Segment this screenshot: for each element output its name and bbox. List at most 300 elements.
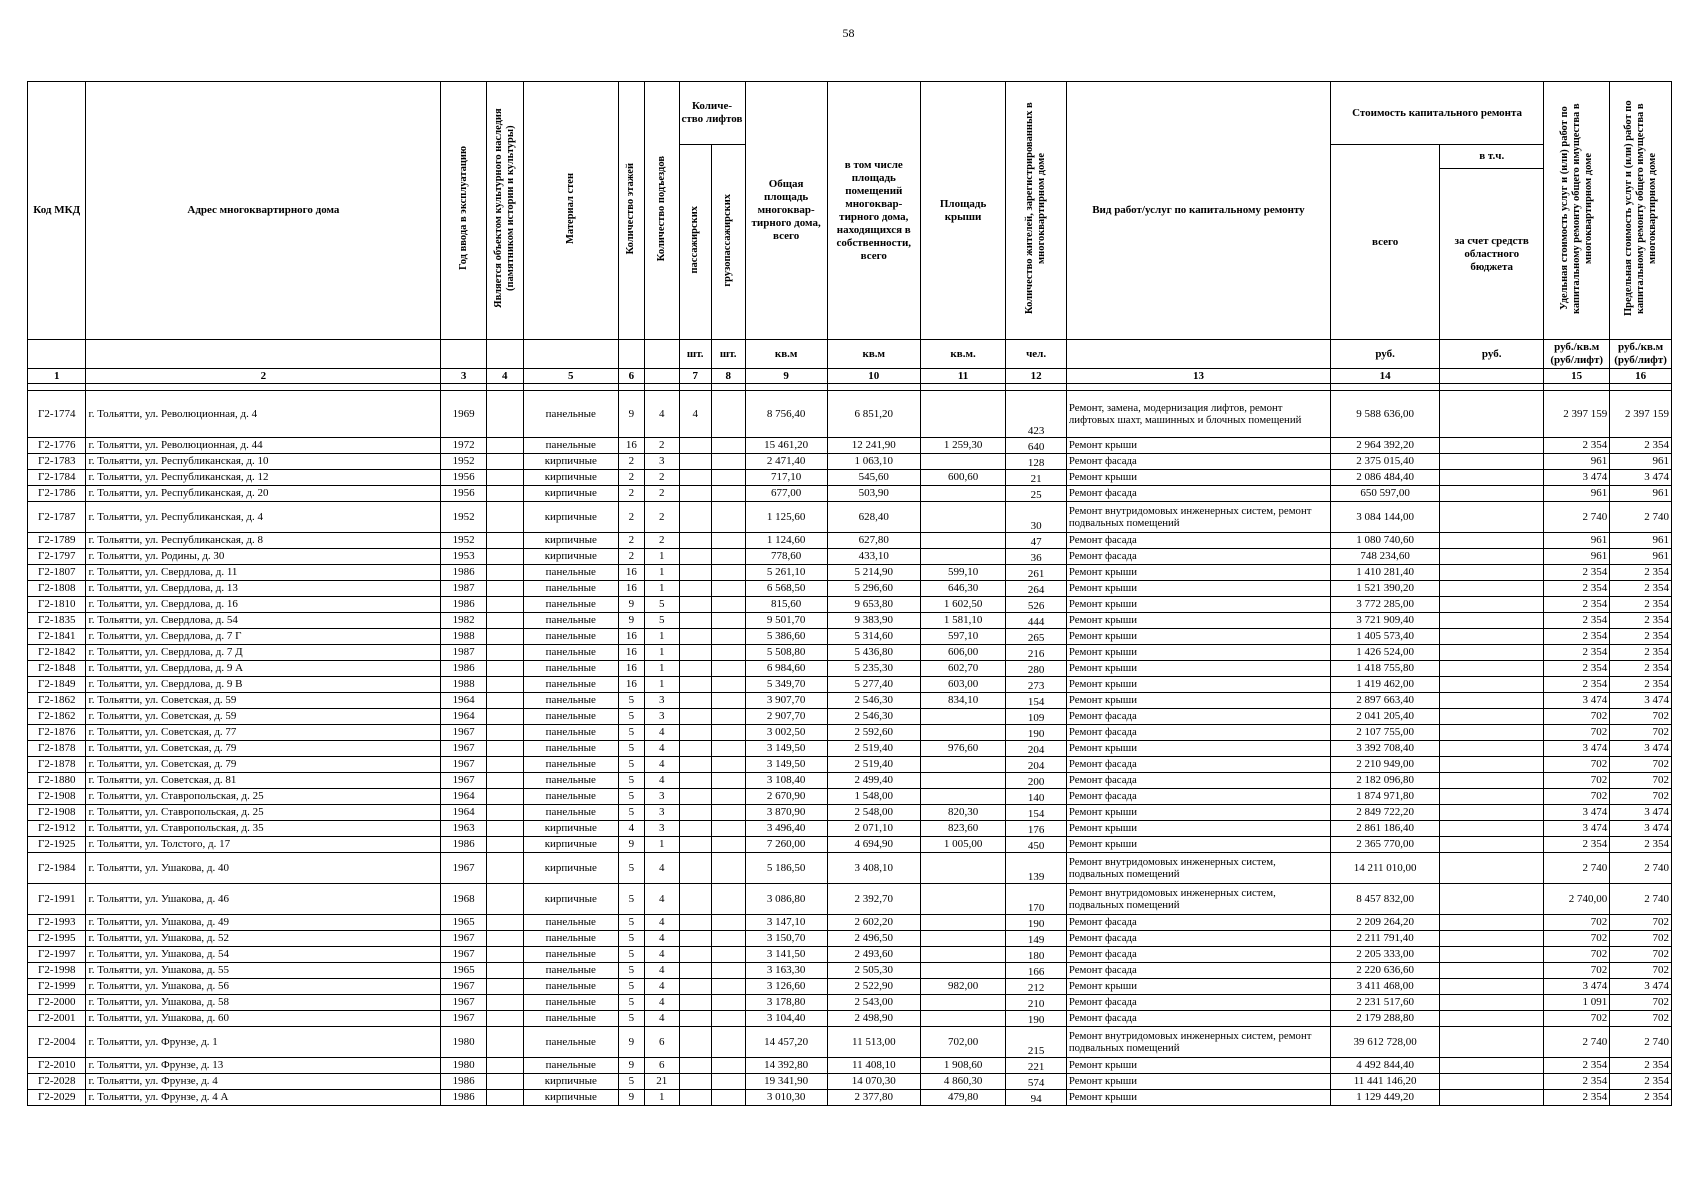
row-cost-total: 2 231 517,60: [1330, 995, 1439, 1011]
row-budget: [1440, 533, 1544, 549]
row-residents: 204: [1006, 757, 1067, 773]
row-specific-cost: 2 354: [1544, 1058, 1610, 1074]
row-budget: [1440, 565, 1544, 581]
row-work-type: Ремонт, замена, модернизация лифтов, ремонт лифтовых шахт, машинных и блочных помещений: [1066, 391, 1330, 438]
row-code: Г2-1878: [28, 741, 86, 757]
row-roof-area: [920, 725, 1006, 741]
row-lifts-freight: [711, 837, 745, 853]
row-floors: 2: [618, 454, 644, 470]
row-owned-area: 1 063,10: [827, 454, 920, 470]
row-lifts-freight: [711, 613, 745, 629]
row-code: Г2-1862: [28, 693, 86, 709]
row-entrances: 4: [644, 915, 679, 931]
header-lifts-passenger-cell: [679, 145, 711, 340]
row-heritage: [486, 915, 523, 931]
table-row: [28, 581, 1672, 597]
row-specific-cost: 3 474: [1544, 821, 1610, 837]
row-cost-total: 3 721 909,40: [1330, 613, 1439, 629]
row-residents: 139: [1006, 853, 1067, 884]
row-limit-cost: 2 740: [1610, 502, 1672, 533]
row-total-area: 5 349,70: [745, 677, 827, 693]
row-address: г. Тольятти, ул. Республиканская, д. 10: [86, 454, 441, 470]
row-specific-cost: 2 740: [1544, 1027, 1610, 1058]
row-owned-area: 4 694,90: [827, 837, 920, 853]
row-residents: 140: [1006, 789, 1067, 805]
column-number: 9: [745, 369, 827, 384]
row-lifts-passenger: [679, 454, 711, 470]
row-lifts-passenger: [679, 581, 711, 597]
row-heritage: [486, 661, 523, 677]
row-limit-cost: 2 740: [1610, 1027, 1672, 1058]
row-address: г. Тольятти, ул. Свердлова, д. 9 В: [86, 677, 441, 693]
row-budget: [1440, 725, 1544, 741]
row-wall-material: панельные: [523, 677, 618, 693]
row-code: Г2-1835: [28, 613, 86, 629]
row-lifts-freight: [711, 931, 745, 947]
row-code: Г2-1925: [28, 837, 86, 853]
row-code: Г2-2028: [28, 1074, 86, 1090]
row-residents: 94: [1006, 1090, 1067, 1106]
table-row: [28, 391, 1672, 438]
row-roof-area: 479,80: [920, 1090, 1006, 1106]
row-heritage: [486, 741, 523, 757]
row-entrances: 1: [644, 565, 679, 581]
row-work-type: Ремонт крыши: [1066, 438, 1330, 454]
header-cost-total: всего: [1330, 145, 1439, 340]
row-lifts-passenger: [679, 805, 711, 821]
row-code: Г2-1807: [28, 565, 86, 581]
row-lifts-passenger: 4: [679, 391, 711, 438]
row-work-type: Ремонт крыши: [1066, 821, 1330, 837]
row-owned-area: 2 543,00: [827, 995, 920, 1011]
row-heritage: [486, 677, 523, 693]
column-number: 1: [28, 369, 86, 384]
row-entrances: 2: [644, 470, 679, 486]
row-owned-area: 2 498,90: [827, 1011, 920, 1027]
row-address: г. Тольятти, ул. Ставропольская, д. 35: [86, 821, 441, 837]
row-code: Г2-1997: [28, 947, 86, 963]
row-year: 1967: [441, 773, 486, 789]
row-budget: [1440, 597, 1544, 613]
row-lifts-freight: [711, 693, 745, 709]
row-budget: [1440, 581, 1544, 597]
row-floors: 5: [618, 915, 644, 931]
row-code: Г2-1998: [28, 963, 86, 979]
row-floors: 2: [618, 549, 644, 565]
row-specific-cost: 702: [1544, 725, 1610, 741]
row-owned-area: 9 383,90: [827, 613, 920, 629]
row-address: г. Тольятти, ул. Революционная, д. 4: [86, 391, 441, 438]
row-residents: 30: [1006, 502, 1067, 533]
table-row: [28, 805, 1672, 821]
column-number: 3: [441, 369, 486, 384]
table-row: [28, 645, 1672, 661]
row-heritage: [486, 470, 523, 486]
row-work-type: Ремонт фасада: [1066, 947, 1330, 963]
row-lifts-freight: [711, 709, 745, 725]
row-total-area: 3 141,50: [745, 947, 827, 963]
row-entrances: 5: [644, 597, 679, 613]
row-code: Г2-1774: [28, 391, 86, 438]
row-limit-cost: 3 474: [1610, 741, 1672, 757]
row-residents: 180: [1006, 947, 1067, 963]
row-year: 1967: [441, 853, 486, 884]
row-specific-cost: 2 354: [1544, 837, 1610, 853]
header-lifts: Количе-ство лифтов: [679, 82, 745, 145]
row-wall-material: панельные: [523, 931, 618, 947]
row-cost-total: 2 205 333,00: [1330, 947, 1439, 963]
row-specific-cost: 2 354: [1544, 645, 1610, 661]
row-specific-cost: 2 740: [1544, 853, 1610, 884]
row-budget: [1440, 963, 1544, 979]
row-code: Г2-2010: [28, 1058, 86, 1074]
row-limit-cost: 702: [1610, 709, 1672, 725]
row-limit-cost: 2 354: [1610, 837, 1672, 853]
row-total-area: 1 125,60: [745, 502, 827, 533]
row-lifts-passenger: [679, 629, 711, 645]
row-cost-total: 1 521 390,20: [1330, 581, 1439, 597]
header-residents-cell: [1006, 82, 1067, 340]
row-heritage: [486, 391, 523, 438]
row-year: 1988: [441, 677, 486, 693]
row-wall-material: кирпичные: [523, 1074, 618, 1090]
row-residents: 212: [1006, 979, 1067, 995]
row-wall-material: панельные: [523, 629, 618, 645]
row-heritage: [486, 454, 523, 470]
row-specific-cost: 2 354: [1544, 661, 1610, 677]
row-owned-area: 2 519,40: [827, 741, 920, 757]
row-year: 1965: [441, 963, 486, 979]
row-cost-total: 3 772 285,00: [1330, 597, 1439, 613]
row-lifts-freight: [711, 963, 745, 979]
row-owned-area: 5 235,30: [827, 661, 920, 677]
row-specific-cost: 2 354: [1544, 629, 1610, 645]
unit-roof-area: кв.м.: [920, 340, 1006, 369]
row-address: г. Тольятти, ул. Фрунзе, д. 13: [86, 1058, 441, 1074]
row-entrances: 4: [644, 931, 679, 947]
row-lifts-passenger: [679, 661, 711, 677]
row-residents: 261: [1006, 565, 1067, 581]
row-owned-area: 11 408,10: [827, 1058, 920, 1074]
row-heritage: [486, 884, 523, 915]
row-lifts-freight: [711, 565, 745, 581]
row-specific-cost: 702: [1544, 709, 1610, 725]
row-entrances: 4: [644, 963, 679, 979]
row-budget: [1440, 837, 1544, 853]
row-limit-cost: 702: [1610, 757, 1672, 773]
row-entrances: 4: [644, 773, 679, 789]
row-lifts-freight: [711, 1058, 745, 1074]
row-specific-cost: 1 091: [1544, 995, 1610, 1011]
row-owned-area: 9 653,80: [827, 597, 920, 613]
row-work-type: Ремонт фасада: [1066, 486, 1330, 502]
row-lifts-passenger: [679, 693, 711, 709]
row-roof-area: [920, 757, 1006, 773]
row-roof-area: 603,00: [920, 677, 1006, 693]
row-code: Г2-1999: [28, 979, 86, 995]
row-specific-cost: 702: [1544, 1011, 1610, 1027]
row-owned-area: 2 548,00: [827, 805, 920, 821]
row-lifts-freight: [711, 1090, 745, 1106]
row-work-type: Ремонт фасада: [1066, 549, 1330, 565]
row-code: Г2-1789: [28, 533, 86, 549]
row-roof-area: 1 259,30: [920, 438, 1006, 454]
header-lifts-passenger: пассажирских: [689, 206, 701, 274]
row-work-type: Ремонт крыши: [1066, 1090, 1330, 1106]
row-address: г. Тольятти, ул. Ставропольская, д. 25: [86, 805, 441, 821]
row-owned-area: 2 499,40: [827, 773, 920, 789]
row-lifts-passenger: [679, 1011, 711, 1027]
header-lifts-freight: грузопассажирских: [722, 193, 734, 287]
row-total-area: 14 457,20: [745, 1027, 827, 1058]
row-budget: [1440, 677, 1544, 693]
row-cost-total: 1 410 281,40: [1330, 565, 1439, 581]
row-address: г. Тольятти, ул. Родины, д. 30: [86, 549, 441, 565]
row-entrances: 3: [644, 709, 679, 725]
row-cost-total: 4 492 844,40: [1330, 1058, 1439, 1074]
row-floors: 5: [618, 853, 644, 884]
row-wall-material: кирпичные: [523, 486, 618, 502]
row-cost-total: 2 211 791,40: [1330, 931, 1439, 947]
row-heritage: [486, 693, 523, 709]
row-heritage: [486, 995, 523, 1011]
row-code: Г2-1797: [28, 549, 86, 565]
row-specific-cost: 2 397 159: [1544, 391, 1610, 438]
row-address: г. Тольятти, ул. Свердлова, д. 13: [86, 581, 441, 597]
row-lifts-freight: [711, 853, 745, 884]
row-heritage: [486, 821, 523, 837]
row-roof-area: 820,30: [920, 805, 1006, 821]
table-row: [28, 470, 1672, 486]
row-floors: 2: [618, 502, 644, 533]
row-entrances: 4: [644, 1011, 679, 1027]
header-code: Код МКД: [28, 82, 86, 340]
row-address: г. Тольятти, ул. Ушакова, д. 49: [86, 915, 441, 931]
row-roof-area: [920, 995, 1006, 1011]
row-entrances: 4: [644, 741, 679, 757]
row-entrances: 1: [644, 661, 679, 677]
row-address: г. Тольятти, ул. Ушакова, д. 52: [86, 931, 441, 947]
row-total-area: 7 260,00: [745, 837, 827, 853]
row-limit-cost: 3 474: [1610, 693, 1672, 709]
row-total-area: 5 508,80: [745, 645, 827, 661]
row-total-area: 3 907,70: [745, 693, 827, 709]
row-cost-total: 2 861 186,40: [1330, 821, 1439, 837]
row-address: г. Тольятти, ул. Ушакова, д. 60: [86, 1011, 441, 1027]
row-specific-cost: 2 354: [1544, 1090, 1610, 1106]
row-entrances: 3: [644, 693, 679, 709]
row-lifts-passenger: [679, 789, 711, 805]
row-residents: 190: [1006, 1011, 1067, 1027]
row-cost-total: 9 588 636,00: [1330, 391, 1439, 438]
row-limit-cost: 961: [1610, 454, 1672, 470]
row-limit-cost: 2 354: [1610, 1058, 1672, 1074]
row-work-type: Ремонт фасада: [1066, 725, 1330, 741]
header-year-cell: [441, 82, 486, 340]
row-year: 1988: [441, 629, 486, 645]
row-total-area: 3 149,50: [745, 757, 827, 773]
header-incl: в т.ч.: [1440, 145, 1544, 169]
row-work-type: Ремонт фасада: [1066, 773, 1330, 789]
row-specific-cost: 2 740,00: [1544, 884, 1610, 915]
row-lifts-freight: [711, 438, 745, 454]
row-year: 1986: [441, 1090, 486, 1106]
row-lifts-freight: [711, 789, 745, 805]
row-code: Г2-1848: [28, 661, 86, 677]
row-limit-cost: 2 740: [1610, 884, 1672, 915]
row-owned-area: 2 392,70: [827, 884, 920, 915]
row-wall-material: панельные: [523, 581, 618, 597]
row-budget: [1440, 757, 1544, 773]
row-cost-total: 1 080 740,60: [1330, 533, 1439, 549]
row-floors: 5: [618, 709, 644, 725]
row-specific-cost: 2 354: [1544, 565, 1610, 581]
row-wall-material: панельные: [523, 661, 618, 677]
row-entrances: 4: [644, 853, 679, 884]
units-row: [28, 340, 1672, 369]
row-owned-area: 2 592,60: [827, 725, 920, 741]
row-total-area: 3 108,40: [745, 773, 827, 789]
column-number: [644, 369, 679, 384]
row-floors: 9: [618, 597, 644, 613]
row-total-area: 6 984,60: [745, 661, 827, 677]
table-row: [28, 693, 1672, 709]
row-roof-area: [920, 853, 1006, 884]
unit-owned-area: кв.м: [827, 340, 920, 369]
row-limit-cost: 961: [1610, 549, 1672, 565]
table-row: [28, 915, 1672, 931]
row-owned-area: 2 071,10: [827, 821, 920, 837]
row-code: Г2-1984: [28, 853, 86, 884]
row-budget: [1440, 995, 1544, 1011]
row-roof-area: [920, 789, 1006, 805]
row-heritage: [486, 931, 523, 947]
row-lifts-passenger: [679, 915, 711, 931]
row-cost-total: 3 411 468,00: [1330, 979, 1439, 995]
row-lifts-freight: [711, 486, 745, 502]
row-residents: 273: [1006, 677, 1067, 693]
row-code: Г2-1808: [28, 581, 86, 597]
row-year: 1986: [441, 1074, 486, 1090]
row-roof-area: 1 581,10: [920, 613, 1006, 629]
row-owned-area: 5 296,60: [827, 581, 920, 597]
row-residents: 640: [1006, 438, 1067, 454]
table-body: [28, 384, 1672, 1106]
row-entrances: 4: [644, 947, 679, 963]
row-specific-cost: 702: [1544, 757, 1610, 773]
row-total-area: 9 501,70: [745, 613, 827, 629]
row-roof-area: [920, 884, 1006, 915]
row-residents: 170: [1006, 884, 1067, 915]
row-entrances: 1: [644, 581, 679, 597]
header-specific-cost: Удельная стоимость услуг и (или) работ по капитальному ремонту общего имущества в многоквартирном доме: [1558, 103, 1594, 314]
row-residents: 200: [1006, 773, 1067, 789]
row-cost-total: 1 419 462,00: [1330, 677, 1439, 693]
row-wall-material: панельные: [523, 995, 618, 1011]
row-code: Г2-1784: [28, 470, 86, 486]
row-roof-area: 646,30: [920, 581, 1006, 597]
row-residents: 210: [1006, 995, 1067, 1011]
row-wall-material: кирпичные: [523, 837, 618, 853]
row-roof-area: [920, 502, 1006, 533]
row-residents: 444: [1006, 613, 1067, 629]
row-budget: [1440, 884, 1544, 915]
row-total-area: 3 150,70: [745, 931, 827, 947]
row-address: г. Тольятти, ул. Советская, д. 79: [86, 757, 441, 773]
row-limit-cost: 2 354: [1610, 1090, 1672, 1106]
row-cost-total: 14 211 010,00: [1330, 853, 1439, 884]
row-limit-cost: 2 354: [1610, 629, 1672, 645]
row-limit-cost: 702: [1610, 773, 1672, 789]
row-specific-cost: 702: [1544, 915, 1610, 931]
row-owned-area: 2 546,30: [827, 693, 920, 709]
row-cost-total: 2 086 484,40: [1330, 470, 1439, 486]
row-lifts-freight: [711, 677, 745, 693]
row-cost-total: 1 418 755,80: [1330, 661, 1439, 677]
column-number: 16: [1610, 369, 1672, 384]
row-year: 1986: [441, 565, 486, 581]
row-budget: [1440, 853, 1544, 884]
row-roof-area: 823,60: [920, 821, 1006, 837]
table-row: [28, 502, 1672, 533]
row-roof-area: 597,10: [920, 629, 1006, 645]
row-address: г. Тольятти, ул. Ушакова, д. 46: [86, 884, 441, 915]
row-floors: 5: [618, 1074, 644, 1090]
row-code: Г2-1991: [28, 884, 86, 915]
row-lifts-passenger: [679, 677, 711, 693]
row-code: Г2-1810: [28, 597, 86, 613]
row-total-area: 2 670,90: [745, 789, 827, 805]
row-floors: 5: [618, 884, 644, 915]
row-address: г. Тольятти, ул. Фрунзе, д. 1: [86, 1027, 441, 1058]
unit-limit-cost: руб./кв.м (руб/лифт): [1610, 340, 1672, 369]
table-row: [28, 995, 1672, 1011]
row-floors: 5: [618, 963, 644, 979]
table-row: [28, 549, 1672, 565]
row-address: г. Тольятти, ул. Ушакова, д. 56: [86, 979, 441, 995]
row-floors: 5: [618, 947, 644, 963]
row-code: Г2-1776: [28, 438, 86, 454]
header-lifts-freight-cell: [711, 145, 745, 340]
row-roof-area: 602,70: [920, 661, 1006, 677]
row-code: Г2-1842: [28, 645, 86, 661]
row-year: 1965: [441, 915, 486, 931]
row-code: Г2-2001: [28, 1011, 86, 1027]
row-residents: 47: [1006, 533, 1067, 549]
row-cost-total: 2 209 264,20: [1330, 915, 1439, 931]
row-entrances: 2: [644, 486, 679, 502]
unit-specific-cost: руб./кв.м (руб/лифт): [1544, 340, 1610, 369]
row-entrances: 3: [644, 821, 679, 837]
row-total-area: 6 568,50: [745, 581, 827, 597]
row-lifts-passenger: [679, 613, 711, 629]
row-total-area: 3 104,40: [745, 1011, 827, 1027]
row-work-type: Ремонт фасада: [1066, 995, 1330, 1011]
row-floors: 5: [618, 741, 644, 757]
unit-budget: руб.: [1440, 340, 1544, 369]
row-roof-area: [920, 1011, 1006, 1027]
row-work-type: Ремонт крыши: [1066, 613, 1330, 629]
row-work-type: Ремонт фасада: [1066, 915, 1330, 931]
row-residents: 215: [1006, 1027, 1067, 1058]
row-floors: 16: [618, 581, 644, 597]
row-wall-material: кирпичные: [523, 821, 618, 837]
row-total-area: 717,10: [745, 470, 827, 486]
row-lifts-passenger: [679, 1027, 711, 1058]
row-work-type: Ремонт фасада: [1066, 963, 1330, 979]
row-entrances: 1: [644, 549, 679, 565]
row-work-type: Ремонт фасада: [1066, 789, 1330, 805]
